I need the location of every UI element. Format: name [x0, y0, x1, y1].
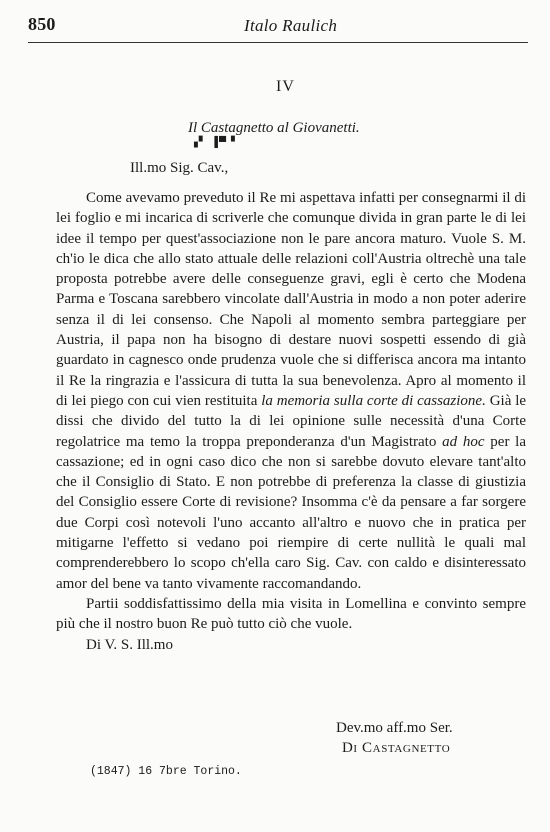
paragraph-1 [56, 188, 526, 594]
paragraph-1-italic: la memoria sulla corte di cassazione. [261, 392, 486, 409]
paragraph-2: Partii soddisfattissimo della mia visita in Lomellina e convinto sempre più che il nostro buon Re può tutto ciò che vuole. [56, 595, 526, 633]
paragraph-1-end: per la cassazione; ed in ogni caso dico che non si sarebbe dovuto elevare tant'alto che il Consiglio di Stato. E non potrebbe di preferenza la classe di giustizia del Consiglio essere Corte di revisione? Insomma c'è da pensare a far sorgere due Corpi così notevoli l'uno accanto all'altro e nuovo che in pratica per mitigarne l'effetto si vedano poi riempire di certe nullità le quali mal comprenderebbero lo scopo ch'ella caro Sig. Cav. con caldo e disinteressato amor del bene va tanto vivamente raccomandando. [56, 433, 527, 592]
letter-heading: Il Castagnetto al Giovanetti. [188, 120, 360, 136]
letter-body [56, 188, 526, 655]
section-number: IV [276, 78, 295, 95]
heading-marks: ▗▘ ▐▀▝ [190, 137, 236, 148]
paragraph-1-cont: Già le dissi che divido del tutto la di lei opinione sulle necessità d'una Corte regolatrice ma temo la troppa preponderanza d'un Magistrato [56, 392, 527, 450]
signature-line: Dev.mo aff.mo Ser. [336, 720, 453, 736]
closing-line: Di V. S. Ill.mo [86, 636, 173, 653]
paragraph-1-text: Come avevamo preveduto il Re mi aspettava infatti per consegnarmi il di lei foglio e mi incarica di scriverle che comunque divida in gran parte le di lei idee il tempo per quest'associazione non le pare ancora maturo. Vuole S. M. ch'io le dica che allo stato attuale delle relazioni coll'Austria oltrechè una tale proposta potrebbe avere delle conseguenze gravi, egli è certo che Modena Parma e Toscana sarebbero vincolate dall'Austria in modo a non poter aderire senza il di lei consenso. Che Napoli al momento sembra parteggiare per Austria, il papa non ha bisogno di destare nuovi sospetti essendo di già guardato in cagnesco onde prudenza vuole che si differisca ancora ma intanto il Re la ringrazia e l'assicura di tutta la sua benevolenza. Apro al momento il di lei piego con cui vien restituita [56, 190, 526, 409]
page-number: 850 [28, 14, 56, 34]
signature-name: Di Castagnetto [342, 740, 451, 756]
running-head: Italo Raulich [244, 16, 338, 35]
paragraph-1-italic-2: ad hoc [442, 433, 485, 450]
signature-block [336, 718, 453, 758]
header-rule [28, 42, 528, 43]
footer-date: (1847) 16 7bre Torino. [90, 765, 242, 778]
salutation: Ill.mo Sig. Cav., [130, 160, 229, 176]
